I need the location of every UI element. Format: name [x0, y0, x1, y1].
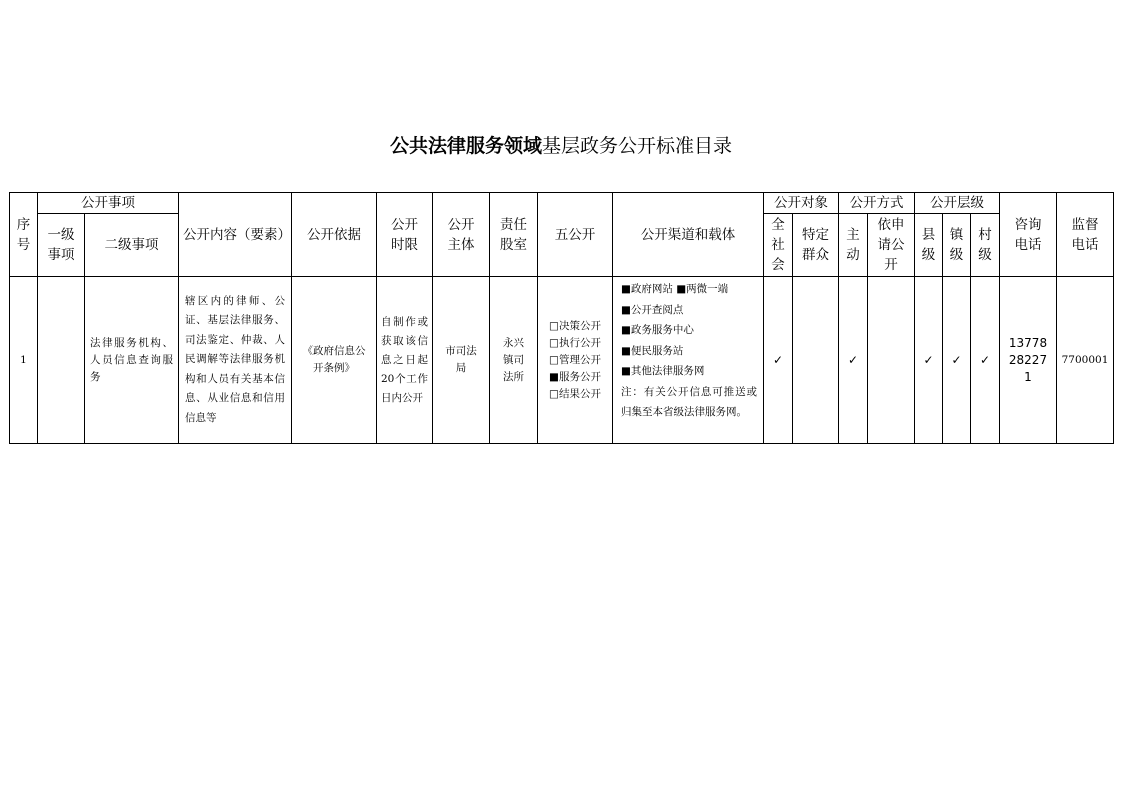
cell-level2: 法律服务机构、人员信息查询服务: [85, 277, 179, 444]
five-item: ■服务公开: [549, 370, 601, 383]
cell-time: 自制作或获取该信息之日起20个工作日内公开: [377, 277, 433, 444]
five-item: □管理公开: [549, 353, 601, 366]
cell-content: 辖区内的律师、公证、基层法律服务、司法鉴定、仲裁、人民调解等法律服务机构和人员有关基本信息、从业信息和信用信息等: [179, 277, 292, 444]
channel-item: ■其他法律服务网: [621, 365, 705, 377]
header-level-village: 村级: [971, 214, 1000, 277]
header-dept: 责任股室: [490, 193, 538, 277]
header-five: 五公开: [538, 193, 613, 277]
cell-supervise: 7700001: [1057, 277, 1114, 444]
header-method-active: 主动: [839, 214, 868, 277]
cell-method-active: ✓: [839, 277, 868, 444]
cell-target-special: [793, 277, 839, 444]
cell-level-county: ✓: [915, 277, 943, 444]
cell-level-town: ✓: [943, 277, 971, 444]
five-item: □执行公开: [549, 336, 601, 349]
header-target-special: 特定群众: [793, 214, 839, 277]
header-supervise: 监督电话: [1057, 193, 1114, 277]
channel-item: ■政务服务中心: [621, 324, 694, 336]
header-method-request: 依申请公开: [868, 214, 915, 277]
header-subject: 公开主体: [433, 193, 490, 277]
cell-method-request: [868, 277, 915, 444]
channel-item: ■公开查阅点: [621, 303, 684, 316]
header-basis: 公开依据: [292, 193, 377, 277]
header-item-group: 公开事项: [38, 193, 179, 214]
cell-level1: [38, 277, 85, 444]
cell-consult: 13778282271: [1000, 277, 1057, 444]
cell-subject: 市司法局: [433, 277, 490, 444]
header-seq: 序号: [10, 193, 38, 277]
channel-item: ■政府网站 ■两微一端: [621, 283, 729, 295]
cell-five: [538, 277, 613, 444]
channel-note: 注：有关公开信息可推送或归集至本省级法律服务网。: [621, 385, 757, 418]
header-level1: 一级事项: [38, 214, 85, 277]
header-consult: 咨询电话: [1000, 193, 1057, 277]
header-time: 公开时限: [377, 193, 433, 277]
header-level2: 二级事项: [85, 214, 179, 277]
header-level-county: 县级: [915, 214, 943, 277]
cell-target-all: ✓: [764, 277, 793, 444]
header-content: 公开内容（要素）: [179, 193, 292, 277]
cell-seq: 1: [10, 277, 38, 444]
header-channel: 公开渠道和载体: [613, 193, 764, 277]
header-target-all: 全社会: [764, 214, 793, 277]
header-target-group: 公开对象: [764, 193, 839, 214]
catalog-table: [9, 192, 1114, 444]
five-item: □结果公开: [549, 387, 601, 400]
header-method-group: 公开方式: [839, 193, 915, 214]
channel-item: ■便民服务站: [621, 344, 684, 357]
five-item: □决策公开: [549, 319, 601, 332]
table-row: [10, 277, 1114, 444]
cell-dept: 永兴镇司法所: [490, 277, 538, 444]
cell-channel: [613, 277, 764, 444]
page-title: 公共法律服务领域基层政务公开标准目录: [389, 135, 733, 157]
cell-level-village: ✓: [971, 277, 1000, 444]
header-level-town: 镇级: [943, 214, 971, 277]
cell-basis: 《政府信息公开条例》: [292, 277, 377, 444]
header-level-group: 公开层级: [915, 193, 1000, 214]
